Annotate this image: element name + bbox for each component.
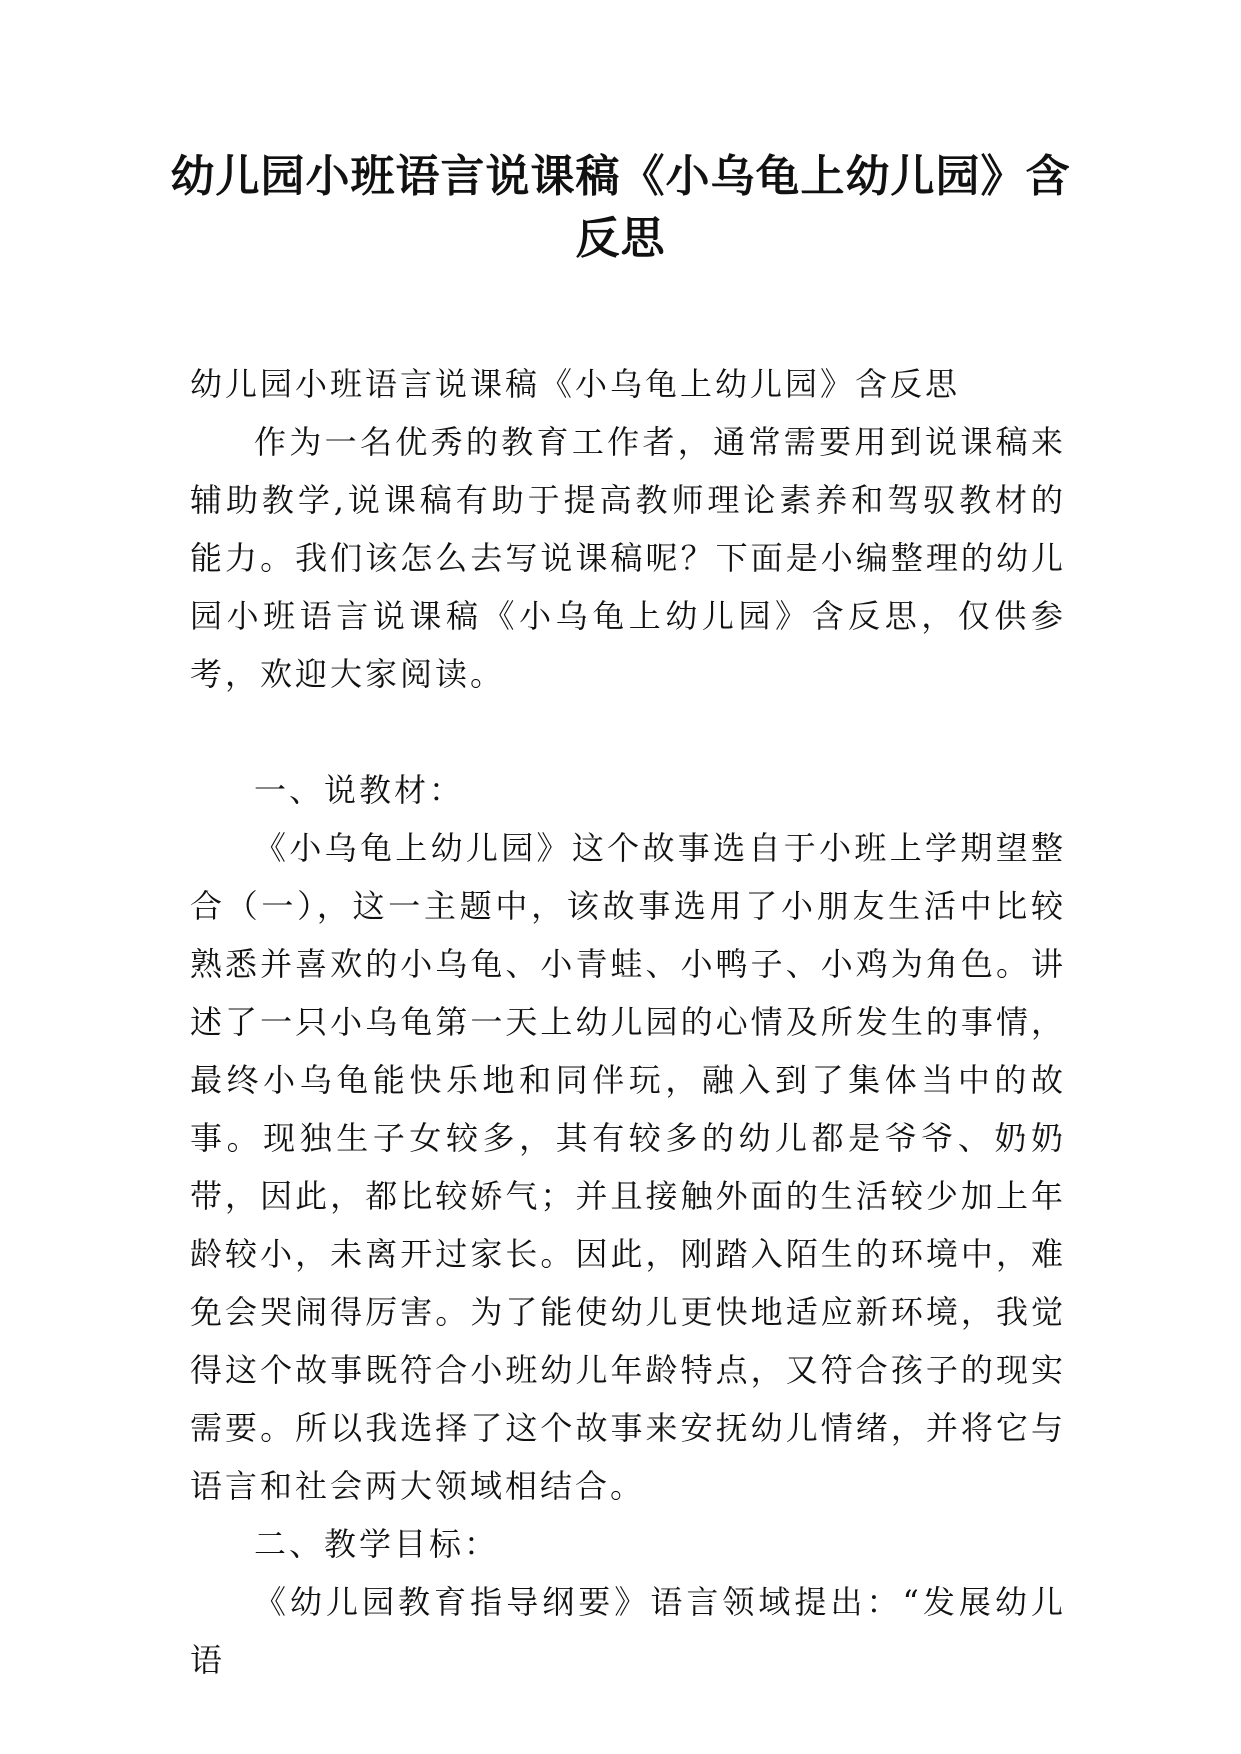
document-title: 幼儿园小班语言说课稿《小乌龟上幼儿园》含反思 (170, 151, 1071, 264)
section-heading-teaching-material: 一、说教材： (254, 771, 465, 809)
section-heading-teaching-goals: 二、教学目标： (254, 1525, 500, 1563)
document-subtitle: 幼儿园小班语言说课稿《小乌龟上幼儿园》含反思 (190, 365, 961, 403)
intro-paragraph: 作为一名优秀的教育工作者，通常需要用到说课稿来辅助教学,说课稿有助于提高教师理论素养和驾驭教材的能力。我们该怎么去写说课稿呢？下面是小编整理的幼儿园小班语言说课稿《小乌龟上幼儿园》含反思，仅供参考，欢迎大家阅读。 (190, 423, 1066, 693)
paragraph-spacer (190, 703, 1066, 761)
section-paragraph-teaching-goals: 《幼儿园教育指导纲要》语言领域提出：“发展幼儿语 (190, 1583, 1066, 1679)
section-paragraph-teaching-material: 《小乌龟上幼儿园》这个故事选自于小班上学期望整合（一），这一主题中，该故事选用了小朋友生活中比较熟悉并喜欢的小乌龟、小青蛙、小鸭子、小鸡为角色。讲述了一只小乌龟第一天上幼儿园的心情及所发生的事情，最终小乌龟能快乐地和同伴玩，融入到了集体当中的故事。现独生子女较多，其有较多的幼儿都是爷爷、奶奶带，因此，都比较娇气；并且接触外面的生活较少加上年龄较小，未离开过家长。因此，刚踏入陌生的环境中，难免会哭闹得厉害。为了能使幼儿更快地适应新环境，我觉得这个故事既符合小班幼儿年龄特点，又符合孩子的现实需要。所以我选择了这个故事来安抚幼儿情绪，并将它与语言和社会两大领域相结合。 (190, 829, 1066, 1505)
document-body (190, 355, 1066, 1689)
